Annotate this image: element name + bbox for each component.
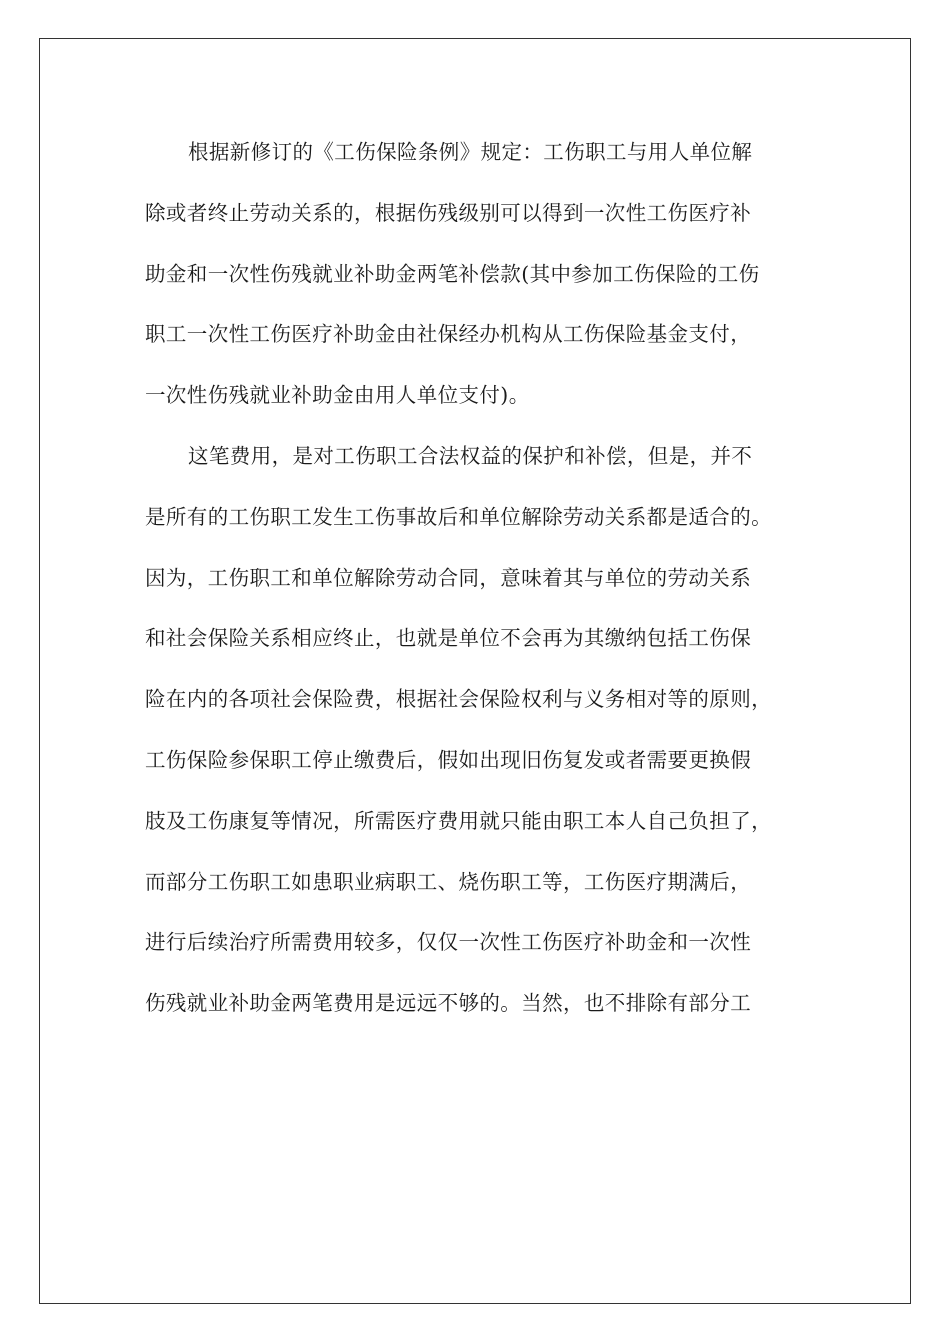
text-line: 工伤保险参保职工停止缴费后，假如出现旧伤复发或者需要更换假 (145, 747, 752, 772)
text-line: 助金和一次性伤残就业补助金两笔补偿款(其中参加工伤保险的工伤 (145, 261, 760, 286)
document-body (145, 132, 815, 1044)
text-line: 进行后续治疗所需费用较多，仅仅一次性工伤医疗补助金和一次性 (145, 930, 752, 955)
paragraph-1 (145, 132, 815, 436)
text-line: 是所有的工伤职工发生工伤事故后和单位解除劳动关系都是适合的。 (145, 504, 772, 529)
text-line: 和社会保险关系相应终止，也就是单位不会再为其缴纳包括工伤保 (145, 626, 752, 651)
text-line: 险在内的各项社会保险费，根据社会保险权利与义务相对等的原则， (145, 687, 772, 712)
text-line: 一次性伤残就业补助金由用人单位支付)。 (145, 383, 530, 408)
text-line: 伤残就业补助金两笔费用是远远不够的。当然，也不排除有部分工 (145, 991, 752, 1016)
text-line: 根据新修订的《工伤保险条例》规定：工伤职工与用人单位解 (188, 140, 753, 164)
paragraph-2 (145, 436, 815, 1044)
text-line: 这笔费用，是对工伤职工合法权益的保护和补偿，但是，并不 (188, 443, 753, 468)
text-line: 除或者终止劳动关系的，根据伤残级别可以得到一次性工伤医疗补 (145, 200, 752, 225)
text-line: 肢及工伤康复等情况，所需医疗费用就只能由职工本人自己负担了， (145, 808, 772, 833)
text-line: 职工一次性工伤医疗补助金由社保经办机构从工伤保险基金支付， (145, 322, 752, 347)
text-line: 而部分工伤职工如患职业病职工、烧伤职工等，工伤医疗期满后， (145, 869, 752, 894)
text-line: 因为，工伤职工和单位解除劳动合同，意味着其与单位的劳动关系 (145, 565, 752, 590)
